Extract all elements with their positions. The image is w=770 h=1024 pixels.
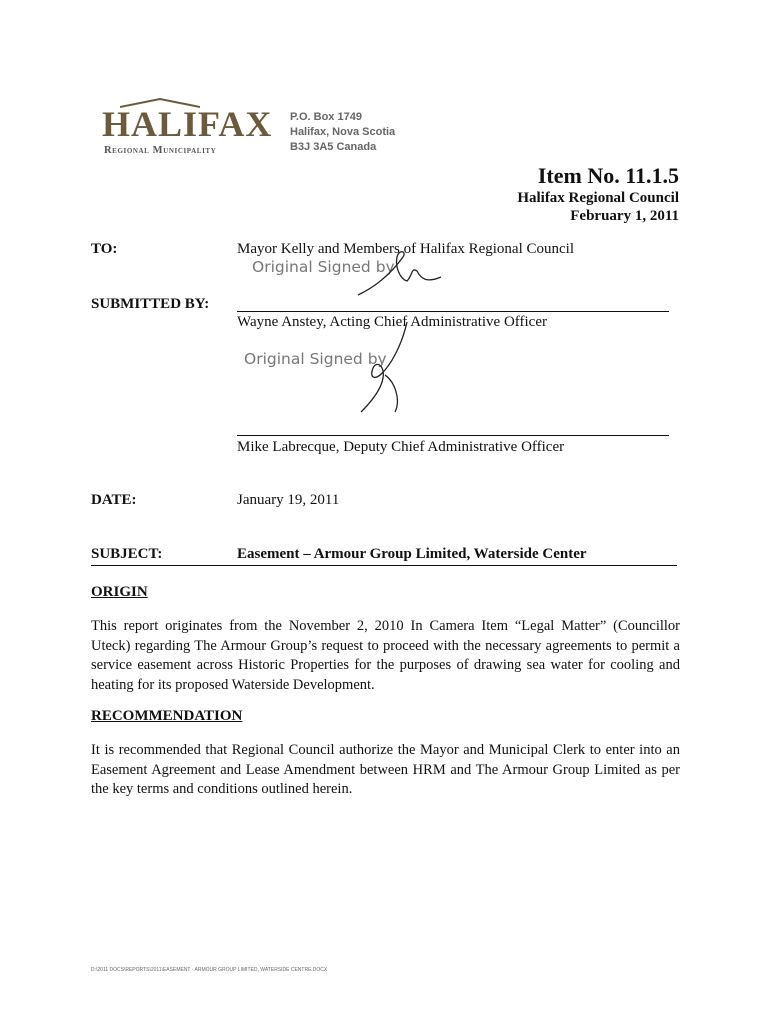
origin-heading: ORIGIN xyxy=(91,584,148,600)
logo-subtitle: Regional Municipality xyxy=(104,145,217,156)
date-label: DATE: xyxy=(91,492,137,508)
meeting-date: February 1, 2011 xyxy=(570,208,679,224)
signer-2: Mike Labrecque, Deputy Chief Administrative Officer xyxy=(237,439,565,455)
address-line-3: B3J 3A5 Canada xyxy=(290,141,377,153)
to-label: TO: xyxy=(91,241,118,257)
signature-1-icon xyxy=(355,245,445,300)
council-name: Halifax Regional Council xyxy=(517,190,679,206)
signed-stamp-2: Original Signed by xyxy=(244,350,387,368)
signature-line-1 xyxy=(237,311,669,312)
signer-1: Wayne Anstey, Acting Chief Administrative Officer xyxy=(237,314,547,330)
to-value: Mayor Kelly and Members of Halifax Regional Council xyxy=(237,241,575,257)
recommendation-heading: RECOMMENDATION xyxy=(91,708,243,724)
subject-value: Easement – Armour Group Limited, Waterside Center xyxy=(237,546,677,566)
signature-2-icon xyxy=(355,320,415,415)
signed-stamp-1: Original Signed by xyxy=(252,258,395,276)
address-line-1: P.O. Box 1749 xyxy=(290,111,362,123)
submitted-by-label: SUBMITTED BY: xyxy=(91,296,210,312)
item-number: Item No. 11.1.5 xyxy=(537,163,679,188)
recommendation-text: It is recommended that Regional Council authorize the Mayor and Municipal Clerk to enter into an Easement Agreement and Lease Amendment between HRM and The Armour Group Limited as per the key terms and conditions outlined herein. xyxy=(91,742,680,797)
signature-line-2 xyxy=(237,435,669,436)
subject-label: SUBJECT: xyxy=(91,546,237,566)
logo-wordmark: HALIFAX xyxy=(102,104,273,144)
address-line-2: Halifax, Nova Scotia xyxy=(290,126,396,138)
file-path-footer: D:\2011 DOCS\REPORTS\2011\EASEMENT - ARMOUR GROUP LIMITED, WATERSIDE CENTRE.DOCX xyxy=(91,967,328,973)
logo-roofline-icon xyxy=(120,98,200,108)
date-value: January 19, 2011 xyxy=(237,492,340,508)
origin-text: This report originates from the November 2, 2010 In Camera Item “Legal Matter” (Councillor Uteck) regarding The Armour Group’s request to proceed with the necessary agreements to permit a service easement across Historic Properties for the purposes of drawing sea water for cooling and heating for its proposed Waterside Development. xyxy=(91,618,680,693)
